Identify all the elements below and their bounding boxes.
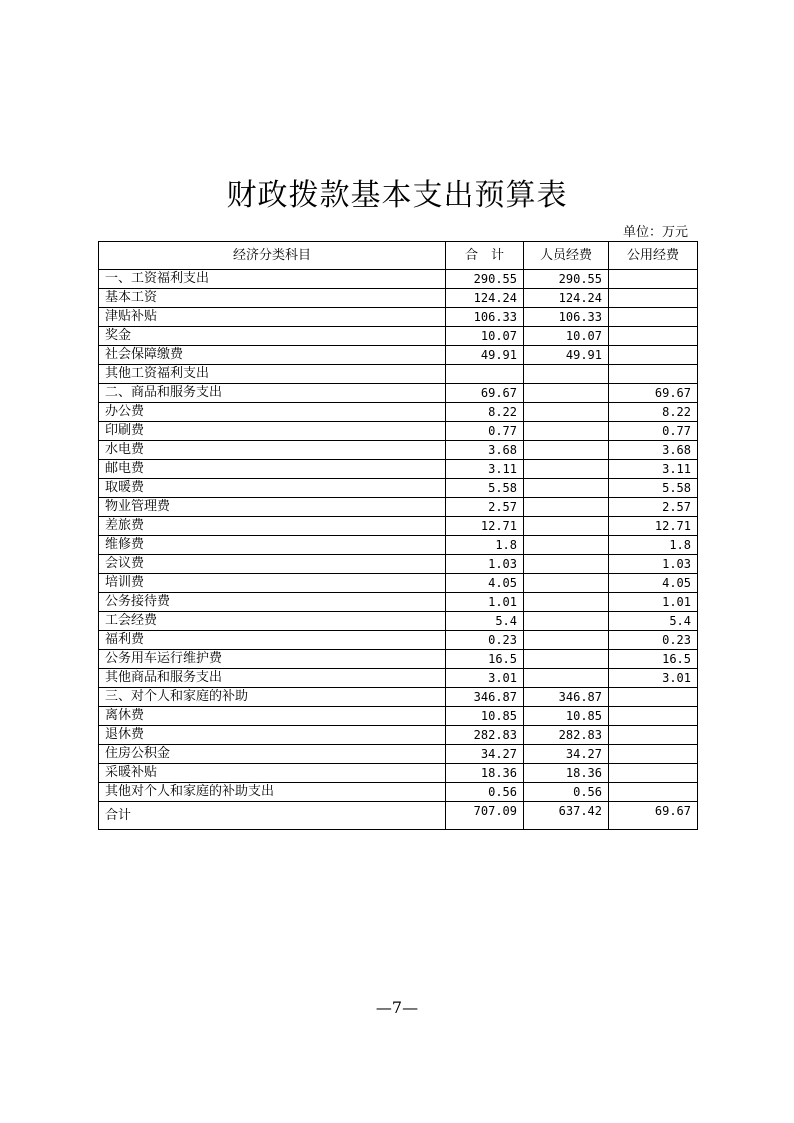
- total-row: [99, 802, 698, 830]
- row-item: 其他商品和服务支出: [99, 669, 446, 688]
- row-personnel: [524, 536, 609, 555]
- row-public: [609, 764, 698, 783]
- row-public: [609, 270, 698, 289]
- row-item: 办公费: [99, 403, 446, 422]
- row-public: 1.03: [609, 555, 698, 574]
- row-total: 0.56: [446, 783, 524, 802]
- row-personnel: 106.33: [524, 308, 609, 327]
- row-public: [609, 289, 698, 308]
- row-personnel: [524, 403, 609, 422]
- row-personnel: [524, 593, 609, 612]
- row-total: 5.58: [446, 479, 524, 498]
- row-total: 69.67: [446, 384, 524, 403]
- row-public: 4.05: [609, 574, 698, 593]
- row-public: 0.77: [609, 422, 698, 441]
- row-public: 8.22: [609, 403, 698, 422]
- table-row: [99, 517, 698, 536]
- row-public: 1.01: [609, 593, 698, 612]
- table-row: [99, 327, 698, 346]
- row-item: 津贴补贴: [99, 308, 446, 327]
- header-item: 经济分类科目: [99, 242, 446, 270]
- row-total: 16.5: [446, 650, 524, 669]
- row-public: [609, 707, 698, 726]
- row-item: 培训费: [99, 574, 446, 593]
- row-total: 12.71: [446, 517, 524, 536]
- row-personnel: 290.55: [524, 270, 609, 289]
- table-row: [99, 460, 698, 479]
- row-total: [446, 365, 524, 384]
- table-row: [99, 403, 698, 422]
- row-public: [609, 688, 698, 707]
- row-total: 5.4: [446, 612, 524, 631]
- table-row: [99, 270, 698, 289]
- row-public: 12.71: [609, 517, 698, 536]
- row-personnel: [524, 498, 609, 517]
- row-public: [609, 726, 698, 745]
- row-public: [609, 308, 698, 327]
- row-total: 18.36: [446, 764, 524, 783]
- row-item: 住房公积金: [99, 745, 446, 764]
- row-public: 5.4: [609, 612, 698, 631]
- table-row: [99, 593, 698, 612]
- row-total: 1.8: [446, 536, 524, 555]
- row-item: 取暖费: [99, 479, 446, 498]
- row-public: 69.67: [609, 384, 698, 403]
- row-personnel: [524, 441, 609, 460]
- table-row: [99, 726, 698, 745]
- row-public: 2.57: [609, 498, 698, 517]
- row-item: 维修费: [99, 536, 446, 555]
- header-total: 合 计: [446, 242, 524, 270]
- row-total: 124.24: [446, 289, 524, 308]
- row-total: 3.68: [446, 441, 524, 460]
- row-total: 49.91: [446, 346, 524, 365]
- table-row: [99, 536, 698, 555]
- row-item: 工会经费: [99, 612, 446, 631]
- budget-table: [98, 241, 698, 830]
- row-item: 公务用车运行维护费: [99, 650, 446, 669]
- row-personnel: 10.07: [524, 327, 609, 346]
- row-personnel: 18.36: [524, 764, 609, 783]
- row-personnel: [524, 384, 609, 403]
- table-row: [99, 346, 698, 365]
- row-personnel: [524, 460, 609, 479]
- row-item: 其他对个人和家庭的补助支出: [99, 783, 446, 802]
- row-item: 三、对个人和家庭的补助: [99, 688, 446, 707]
- row-personnel: 346.87: [524, 688, 609, 707]
- row-public: 5.58: [609, 479, 698, 498]
- row-total: 2.57: [446, 498, 524, 517]
- table-row: [99, 498, 698, 517]
- row-total: 34.27: [446, 745, 524, 764]
- row-total: 106.33: [446, 308, 524, 327]
- table-row: [99, 669, 698, 688]
- row-public: [609, 365, 698, 384]
- row-item: 二、商品和服务支出: [99, 384, 446, 403]
- row-personnel: 34.27: [524, 745, 609, 764]
- total-row-item: 合计: [99, 802, 446, 830]
- row-item: 基本工资: [99, 289, 446, 308]
- table-row: [99, 631, 698, 650]
- total-row-total: 707.09: [446, 802, 524, 830]
- row-personnel: [524, 422, 609, 441]
- row-public: 16.5: [609, 650, 698, 669]
- row-personnel: [524, 631, 609, 650]
- row-total: 0.23: [446, 631, 524, 650]
- total-row-public: 69.67: [609, 802, 698, 830]
- row-item: 差旅费: [99, 517, 446, 536]
- row-item: 离休费: [99, 707, 446, 726]
- row-public: [609, 346, 698, 365]
- header-personnel: 人员经费: [524, 242, 609, 270]
- table-row: [99, 365, 698, 384]
- row-public: 0.23: [609, 631, 698, 650]
- table-row: [99, 688, 698, 707]
- row-item: 其他工资福利支出: [99, 365, 446, 384]
- row-personnel: [524, 612, 609, 631]
- row-item: 印刷费: [99, 422, 446, 441]
- table-body: [99, 270, 698, 802]
- row-item: 水电费: [99, 441, 446, 460]
- row-item: 物业管理费: [99, 498, 446, 517]
- row-personnel: [524, 574, 609, 593]
- unit-label: 单位：万元: [622, 225, 688, 240]
- row-total: 8.22: [446, 403, 524, 422]
- row-personnel: [524, 517, 609, 536]
- table-row: [99, 745, 698, 764]
- row-total: 10.85: [446, 707, 524, 726]
- table-row: [99, 764, 698, 783]
- row-personnel: [524, 669, 609, 688]
- row-total: 10.07: [446, 327, 524, 346]
- table-row: [99, 783, 698, 802]
- row-public: 3.11: [609, 460, 698, 479]
- table-row: [99, 574, 698, 593]
- table-row: [99, 555, 698, 574]
- row-public: [609, 783, 698, 802]
- page-number: —7—: [375, 998, 419, 1017]
- table-header-row: [99, 242, 698, 270]
- row-item: 福利费: [99, 631, 446, 650]
- row-item: 公务接待费: [99, 593, 446, 612]
- row-public: [609, 327, 698, 346]
- row-total: 282.83: [446, 726, 524, 745]
- row-personnel: 0.56: [524, 783, 609, 802]
- row-personnel: [524, 555, 609, 574]
- table-row: [99, 422, 698, 441]
- table-row: [99, 289, 698, 308]
- row-personnel: 282.83: [524, 726, 609, 745]
- row-item: 邮电费: [99, 460, 446, 479]
- row-total: 3.11: [446, 460, 524, 479]
- row-personnel: 10.85: [524, 707, 609, 726]
- row-public: 1.8: [609, 536, 698, 555]
- row-total: 0.77: [446, 422, 524, 441]
- row-total: 290.55: [446, 270, 524, 289]
- row-item: 采暖补贴: [99, 764, 446, 783]
- row-item: 社会保障缴费: [99, 346, 446, 365]
- header-public: 公用经费: [609, 242, 698, 270]
- row-total: 3.01: [446, 669, 524, 688]
- table-row: [99, 384, 698, 403]
- row-total: 4.05: [446, 574, 524, 593]
- table-row: [99, 479, 698, 498]
- table-row: [99, 650, 698, 669]
- row-personnel: [524, 365, 609, 384]
- table-row: [99, 441, 698, 460]
- table-row: [99, 308, 698, 327]
- row-personnel: [524, 650, 609, 669]
- row-public: 3.01: [609, 669, 698, 688]
- total-row-personnel: 637.42: [524, 802, 609, 830]
- row-personnel: 124.24: [524, 289, 609, 308]
- row-public: 3.68: [609, 441, 698, 460]
- row-item: 会议费: [99, 555, 446, 574]
- row-public: [609, 745, 698, 764]
- table-row: [99, 612, 698, 631]
- row-total: 346.87: [446, 688, 524, 707]
- row-total: 1.01: [446, 593, 524, 612]
- row-item: 一、工资福利支出: [99, 270, 446, 289]
- row-personnel: 49.91: [524, 346, 609, 365]
- table-row: [99, 707, 698, 726]
- row-item: 退休费: [99, 726, 446, 745]
- row-item: 奖金: [99, 327, 446, 346]
- row-total: 1.03: [446, 555, 524, 574]
- page-title: 财政拨款基本支出预算表: [226, 178, 568, 213]
- row-personnel: [524, 479, 609, 498]
